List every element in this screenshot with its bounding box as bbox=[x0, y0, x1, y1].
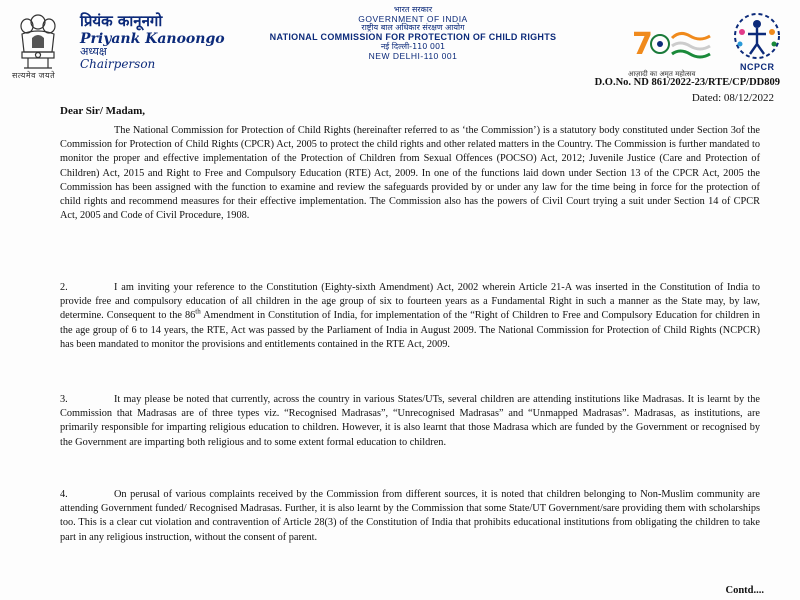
paragraph-2-text-b: Amendment in Constitution of India, for implementation of the “Right of Children to Free and Compulsory Education for children in the age group of 6 to 14 years, the RTE, Act was passed by the Parliament of India in August 2009. The National Commission for Protection of Child Rights (NCPCR) has been mandated to monitor the provisions and entitlements contained in the RTE Act, 2009. bbox=[60, 310, 760, 350]
org-city: NEW DELHI-110 001 bbox=[368, 50, 458, 61]
org-gov: GOVERNMENT OF INDIA bbox=[358, 13, 468, 24]
chairperson-name: Priyank Kanoongo bbox=[80, 30, 225, 47]
letter-date: Dated: 08/12/2022 bbox=[691, 92, 774, 104]
paragraph-4-text: On perusal of various complaints received by the Commission from different sources, it is noted that children belonging to Non-Muslim community are attending Government funded/ Recognised Madrasas. Further, it is also learnt by the Commission that some State/UT Government/sare providing them with scholarships too. This is a clear cut violation and contravention of Article 28(3) of the Constitution of India that prohibits educational institutions from obligating the children to take part in any religious instruction, without the consent of parent. bbox=[60, 489, 760, 543]
paragraph-3 bbox=[60, 393, 760, 450]
chairperson-title: Chairperson bbox=[80, 56, 156, 71]
continued-marker: Contd.... bbox=[725, 585, 764, 596]
paragraph-2-text-a: I am inviting your reference to the Constitution (Eighty-sixth Amendment) Act, 2002 wherein Article 21-A was inserted in the Constitution of India to provide free and compulsory education of all children in the age group of six to fourteen years as a Fundamental Right in such a manner as the State may, by law, determine. Consequent to the 86 bbox=[60, 282, 760, 322]
chairperson-title-hindi: अध्यक्ष bbox=[80, 45, 107, 59]
azadi-amrit-mahotsav-logo-icon bbox=[630, 24, 726, 74]
org-city-hindi: नई दिल्ली-110 001 bbox=[380, 41, 446, 51]
emblem-motto: सत्यमेव जयते bbox=[12, 71, 56, 80]
org-name-hindi: राष्ट्रीय बाल अधिकार संरक्षण आयोग bbox=[361, 23, 465, 33]
azadi-caption: आज़ादी का अमृत महोत्सव bbox=[628, 70, 696, 78]
organisation-header bbox=[268, 6, 558, 61]
chairperson-name-hindi: प्रियंक कानूनगो bbox=[80, 12, 163, 30]
paragraph-2-number: 2. bbox=[60, 282, 68, 293]
paragraph-4-number: 4. bbox=[60, 489, 68, 500]
paragraph-3-number: 3. bbox=[60, 394, 68, 405]
org-gov-hindi: भारत सरकार bbox=[393, 5, 433, 14]
paragraph-1-text: The National Commission for Protection of Child Rights (hereinafter referred to as ‘the Commission’) is a statutory body constituted under Section 3of the Commission for Protection of Child Rights (CPCR) Act, 2005 to protect the child rights and other related matters in the Country. The Commission is further mandated to monitor the proper and effective implementation of the Protection of Children from Sexual Offences (POCSO) Act, 2012; Juvenile Justice (Care and Protection of Children) Act, 2015 and Right to Free and Compulsory Education (RTE) Act, 2009. In one of the functions laid down under Section 13 of the CPCR Act, 2005 the Commission has been assigned with the function to examine and review the safeguards provided by or under any law for the time being in force for the protection of child rights and recommend measures for their effective implementation. The Commission also has the powers of Civil Court trying a suit under Section 14 of CPCR Act, 2005 and Code of Civil Procedure, 1908. bbox=[60, 125, 760, 222]
svg-text:7: 7 bbox=[632, 27, 653, 62]
ncpcr-logo-icon bbox=[726, 10, 788, 64]
chairperson-block bbox=[80, 14, 225, 71]
paragraph-3-text: It may please be noted that currently, across the country in various States/UTs, several children are attending institutions like Madrasas. It is learnt by the Commission that Madrasas are of three types viz. “Recognised Madrasas”, “Unrecognised Madrasas” and “Unmapped Madrasas”. Madrasas, as institutions, are primarily responsible for imparting religious education to children. However, it is also learnt that those Madrasa which are funded by the Government or recognised by the Government are imparting both religious and to some extent formal education to children. bbox=[60, 394, 760, 448]
paragraph-1 bbox=[60, 124, 760, 223]
paragraph-2 bbox=[60, 281, 760, 352]
reference-number: D.O.No. ND 861/2022-23/RTE/CP/DD809 bbox=[594, 77, 780, 88]
org-name: NATIONAL COMMISSION FOR PROTECTION OF CHILD RIGHTS bbox=[269, 31, 557, 42]
paragraph-4 bbox=[60, 488, 760, 545]
paragraph-2-superscript: th bbox=[195, 307, 201, 316]
ncpcr-label: NCPCR bbox=[740, 62, 775, 72]
salutation: Dear Sir/ Madam, bbox=[60, 105, 146, 117]
